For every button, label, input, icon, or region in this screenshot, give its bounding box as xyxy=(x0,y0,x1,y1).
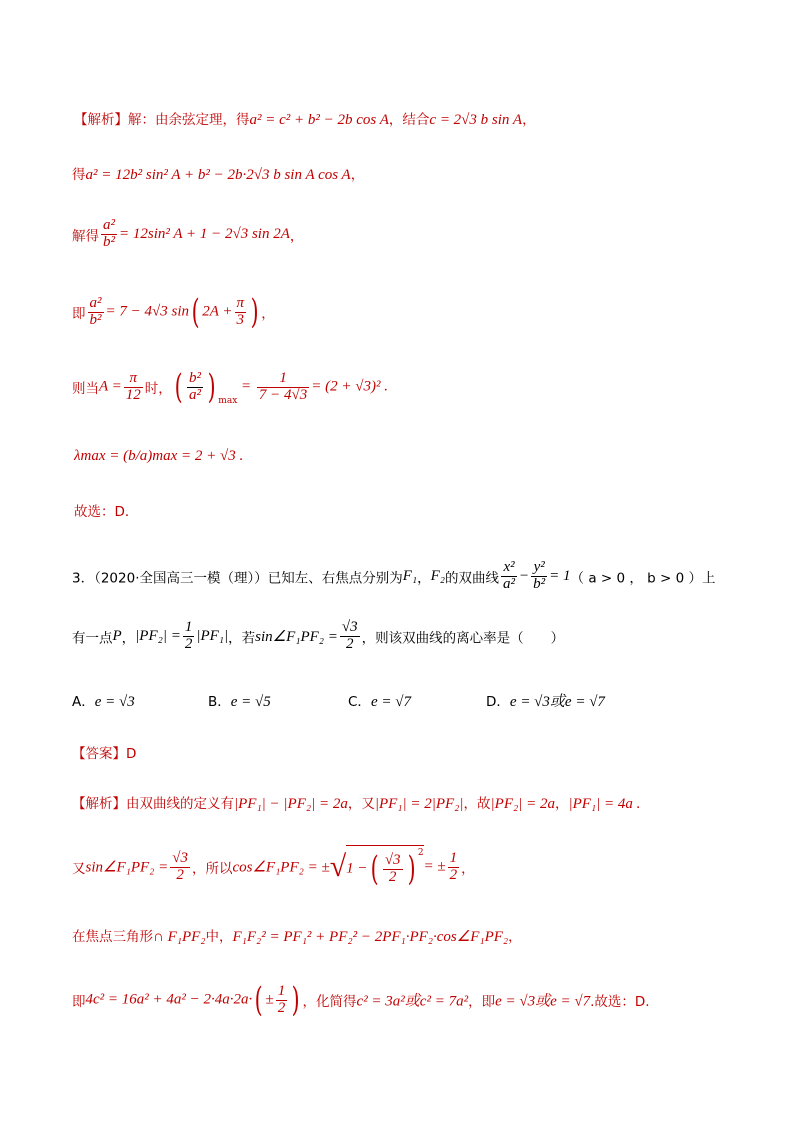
paren-left: ( xyxy=(370,849,379,889)
analysis-tag: 【解析】 xyxy=(74,112,128,128)
option-b[interactable] xyxy=(208,690,271,711)
option-a[interactable] xyxy=(72,690,135,711)
text: 由双曲线的定义有 xyxy=(126,796,234,812)
question-number: 3． xyxy=(72,570,95,587)
numerator: √3 xyxy=(384,851,401,868)
fraction xyxy=(88,296,104,329)
analysis-tag: 【解析】 xyxy=(72,796,126,812)
question3-line1 xyxy=(72,560,716,593)
text: 在焦点三角形 xyxy=(72,929,153,945)
conclusion: 故选：D． xyxy=(74,504,139,520)
equation: 2A + xyxy=(202,303,233,320)
text: ，又 xyxy=(347,796,375,812)
numerator: π xyxy=(124,371,143,388)
numerator: y² xyxy=(531,560,547,577)
denominator: b² xyxy=(103,233,115,250)
equation: 4c² = 16a² + 4a² − 2·4a·2a· xyxy=(85,991,253,1008)
equation: |PF₁| xyxy=(196,627,229,644)
denominator: b² xyxy=(533,575,546,592)
triangle: ∩ F₁PF₂ xyxy=(153,929,206,945)
text: ， xyxy=(554,796,569,812)
denominator: 2 xyxy=(449,866,458,883)
text: 即 xyxy=(72,306,86,322)
equation: a² = c² + b² − 2b cos A xyxy=(249,112,389,128)
fraction xyxy=(340,620,360,653)
denominator: 2 xyxy=(176,866,184,883)
text: ， xyxy=(522,112,536,128)
text: 解：由余弦定理，得 xyxy=(128,112,250,128)
paren-left: ( xyxy=(191,292,200,332)
equation: 1 − xyxy=(346,860,368,877)
fraction xyxy=(501,560,517,593)
solution1-line7 xyxy=(74,500,138,520)
denominator: 3 xyxy=(236,311,245,328)
text: 时， xyxy=(144,381,172,397)
numerator: √3 xyxy=(341,619,358,635)
denominator: 2 xyxy=(346,635,354,652)
fraction xyxy=(101,218,117,251)
fraction xyxy=(124,371,143,404)
text: 又 xyxy=(72,861,86,877)
fraction xyxy=(235,296,247,329)
fraction xyxy=(276,984,288,1017)
numerator: x² xyxy=(501,560,517,577)
denominator: 12 xyxy=(125,386,141,403)
option-label: C． xyxy=(348,694,371,710)
option-label: D． xyxy=(486,694,510,710)
question3-line2 xyxy=(72,620,564,653)
numerator: 1 xyxy=(184,619,193,635)
denominator: 7 − 4√3 xyxy=(258,386,308,403)
equation: c = 2√3 b sin A xyxy=(429,112,523,128)
fraction xyxy=(448,851,460,884)
option-value: e = √7 xyxy=(370,694,411,710)
equation: = 1 xyxy=(549,567,571,584)
solution1-line3 xyxy=(72,218,303,251)
equation: cos∠F₁PF₂ = ± xyxy=(232,859,330,876)
answer-line xyxy=(72,742,136,762)
text: 得 xyxy=(72,167,86,183)
equation: = 7 − 4√3 sin xyxy=(105,303,189,320)
text: ，故 xyxy=(463,796,491,812)
text: 即 xyxy=(72,994,86,1010)
text: 中， xyxy=(205,929,233,945)
numerator: 1 xyxy=(277,982,286,999)
text: 则当 xyxy=(72,381,99,397)
equals: = xyxy=(237,378,255,395)
text: ， xyxy=(508,929,522,945)
text: ， xyxy=(121,630,136,647)
equation: a² = 12b² sin² A + b² − 2b·2√3 b sin A cos A xyxy=(85,167,351,183)
option-value: e = √5 xyxy=(230,694,271,710)
denominator: a² xyxy=(503,575,516,592)
equation: c² = 3a²或c² = 7a² xyxy=(356,993,469,1010)
text: ，所以 xyxy=(191,861,233,877)
equation: = 12sin² A + 1 − 2√3 sin 2A xyxy=(119,225,290,242)
text: ， xyxy=(350,167,365,183)
equation: e = √3或e = √7 xyxy=(495,993,591,1010)
equation: |PF₁| = 2|PF₂| xyxy=(374,796,464,812)
paren-right: ) xyxy=(291,980,300,1020)
numerator: √3 xyxy=(172,849,188,866)
equation: A = xyxy=(99,378,122,395)
question-source: （2020·全国高三一模（理）） xyxy=(94,570,268,587)
solution2-line1 xyxy=(72,792,640,813)
solution1-line4 xyxy=(72,292,275,332)
paren-right: ) xyxy=(207,367,216,407)
equation: λmax = (b/a)max = 2 + √3 . xyxy=(74,448,244,464)
text: ，则该双曲线的离心率是（ ） xyxy=(361,630,565,647)
denominator: 2 xyxy=(388,868,397,885)
answer-value: D xyxy=(126,746,137,762)
fraction xyxy=(187,371,203,404)
equation: |PF₁| = 4a . xyxy=(568,796,641,812)
paren-right: ) xyxy=(407,849,416,889)
solution2-line3 xyxy=(72,925,522,946)
fraction xyxy=(170,851,190,884)
option-label: B． xyxy=(208,694,231,710)
numerator: a² xyxy=(103,217,115,233)
denominator: b² xyxy=(89,311,102,328)
option-value: e = √3或e = √7 xyxy=(509,694,605,710)
equation: F₁F₂² = PF₁² + PF₂² − 2PF₁·PF₂·cos∠F₁PF₂ xyxy=(232,929,509,945)
fraction xyxy=(383,853,403,886)
denominator: 2 xyxy=(277,999,286,1016)
equation: sin∠F₁PF₂ = xyxy=(255,628,338,645)
option-label: A． xyxy=(72,694,95,710)
paren-left: ( xyxy=(174,367,183,407)
equation: |PF₂| = xyxy=(135,627,181,644)
max-subscript: max xyxy=(218,396,238,406)
f1: F₁ xyxy=(402,567,418,584)
option-d[interactable] xyxy=(486,690,605,711)
text: ， xyxy=(289,228,304,245)
solution2-line2 xyxy=(72,845,475,889)
sqrt-sign: √ xyxy=(329,850,347,883)
equation: |PF₁| − |PF₂| = 2a xyxy=(234,796,348,812)
equation: = ± xyxy=(423,858,446,875)
fraction xyxy=(183,620,195,653)
fraction xyxy=(257,371,309,404)
denominator: a² xyxy=(189,386,202,403)
numerator: a² xyxy=(89,294,102,311)
numerator: 1 xyxy=(257,371,309,388)
option-value: e = √3 xyxy=(94,694,135,710)
option-c[interactable] xyxy=(348,690,411,711)
solution2-line4 xyxy=(72,980,650,1020)
plus-minus: ± xyxy=(265,991,274,1008)
text: ， xyxy=(461,861,475,877)
minus: − xyxy=(519,567,530,584)
text: ， xyxy=(417,570,431,587)
solution1-line5 xyxy=(72,367,388,407)
text: ，结合 xyxy=(388,112,430,128)
f2: F₂ xyxy=(430,567,446,584)
point-p: P xyxy=(112,627,122,644)
equation: sin∠F₁PF₂ = xyxy=(85,859,169,876)
square: 2 xyxy=(417,848,424,858)
sqrt-body xyxy=(346,845,423,889)
equation: = (2 + √3)² . xyxy=(311,378,388,395)
text: ，若 xyxy=(228,630,256,647)
text: .故选：D. xyxy=(590,994,650,1010)
numerator: b² xyxy=(189,369,202,386)
paren-right: ) xyxy=(250,292,259,332)
fraction xyxy=(531,560,547,593)
solution1-line6 xyxy=(74,448,243,465)
text: 解得 xyxy=(72,228,99,245)
solution1-line1 xyxy=(74,108,536,129)
text: 已知左、右焦点分别为 xyxy=(267,570,403,587)
answer-tag: 【答案】 xyxy=(72,746,126,762)
numerator: 1 xyxy=(449,849,458,866)
denominator: 2 xyxy=(184,635,193,652)
solution1-line2 xyxy=(72,163,364,184)
text: 有一点 xyxy=(72,630,113,647)
text: ，化简得 xyxy=(302,994,357,1010)
text: 的双曲线 xyxy=(445,570,500,587)
paren-left: ( xyxy=(254,980,263,1020)
equation: |PF₂| = 2a xyxy=(490,796,555,812)
numerator: π xyxy=(236,294,245,311)
text: ，即 xyxy=(468,994,496,1010)
text: ， xyxy=(261,306,275,322)
condition: （ a > 0 ， b > 0 ）上 xyxy=(570,570,716,587)
